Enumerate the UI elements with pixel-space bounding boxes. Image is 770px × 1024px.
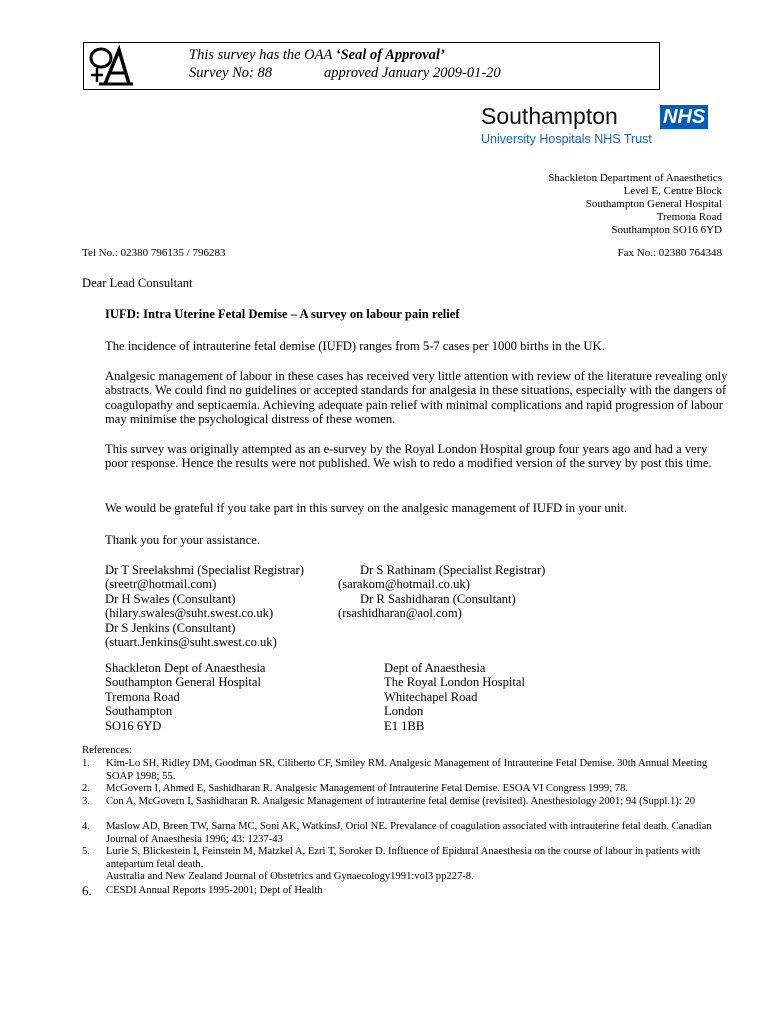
reference-text: Australia and New Zealand Journal of Obstetrics and Gynaecology1991:vol3 pp227-8. — [106, 871, 474, 882]
hospital-logo — [481, 103, 618, 130]
signatory-name: Dr S Rathinam (Specialist Registrar) — [360, 563, 546, 577]
address-line: Level E, Centre Block — [623, 185, 722, 197]
paragraph-incidence: The incidence of intrauterine fetal demise (IUFD) ranges from 5-7 cases per 1000 births in the UK. — [105, 339, 605, 353]
signatory-email: (sreetr@hotmail.com) — [105, 577, 217, 592]
address-line: Southampton General Hospital — [105, 675, 261, 690]
address-line: The Royal London Hospital — [384, 675, 525, 690]
paragraph-thanks: Thank you for your assistance. — [105, 533, 260, 547]
salutation: Dear Lead Consultant — [82, 276, 193, 290]
signatories-left — [105, 563, 304, 649]
signatory-email: (rsashidharan@aol.com) — [338, 606, 462, 621]
reference-text: Con A, McGovern I, Sashidharan R. Analgesic Management of intrauterine fetal demise (revisited). Anesthesiology 2001; 94 (Suppl.1): 20 — [106, 796, 696, 807]
address-line: Dept of Anaesthesia — [384, 661, 486, 675]
reference-number: 3. — [82, 796, 90, 807]
address-line: E1 1BB — [384, 718, 425, 733]
nhs-logo: NHS — [660, 105, 708, 129]
fax-number: Fax No.: 02380 764348 — [617, 247, 722, 259]
signatory-email: (hilary.swales@suht.swest.co.uk) — [105, 606, 274, 621]
reference-number: 4. — [82, 821, 90, 832]
reference-number: 1. — [82, 758, 90, 769]
address-line: Whitechapel Road — [384, 689, 478, 704]
address-line: Southampton SO16 6YD — [611, 224, 722, 236]
references — [82, 745, 732, 905]
reference-text: McGovern I, Ahmed E, Sashidharan R. Analgesic Management of Intrauterine Fetal Demise. ESOA VI Congress 1999; 78. — [106, 783, 629, 794]
reference-number: 5. — [82, 846, 90, 857]
logo-wordmark: Southampton — [481, 103, 618, 129]
survey-number: Survey No: 88 — [189, 65, 272, 81]
signatories-right — [338, 563, 545, 621]
address-line: Tremona Road — [105, 689, 180, 704]
southampton-address — [105, 661, 266, 733]
approval-date: approved January 2009-01-20 — [324, 65, 501, 81]
oaa-logo-icon — [85, 44, 135, 86]
telephone-number: Tel No.: 02380 796135 / 796283 — [82, 247, 226, 259]
reference-text: CESDI Annual Reports 1995-2001; Dept of Health — [106, 885, 323, 896]
london-address — [384, 661, 525, 733]
signatory-email: (stuart.Jenkins@suht.swest.co.uk) — [105, 635, 277, 650]
signatory-name: Dr T Sreelakshmi (Specialist Registrar) — [105, 563, 304, 577]
signatory-name: Dr H Swales (Consultant) — [105, 591, 236, 606]
address-line: SO16 6YD — [105, 718, 162, 733]
trust-name: University Hospitals NHS Trust — [481, 132, 652, 146]
signatory-email: (sarakom@hotmail.co.uk) — [338, 577, 470, 592]
paragraph-survey-history: This survey was originally attempted as an e-survey by the Royal London Hospital group four years ago and had a very poor response. Hence the results were not published. We wish to redo a modified version of the survey by post this time. — [105, 442, 712, 471]
reference-number: 6. — [82, 883, 92, 898]
address-line: London — [384, 704, 424, 719]
address-line: Southampton General Hospital — [585, 198, 722, 210]
address-line: Tremona Road — [656, 211, 722, 223]
address-line: Southampton — [105, 704, 173, 719]
reference-text: Kim-Lo SH, Ridley DM, Goodman SR, Ciliberto CF, Smiley RM. Analgesic Management of Intrauterine Fetal Demise. 30th Annual Meeting SOAP 1998; 55. — [106, 758, 708, 782]
signatory-name: Dr S Jenkins (Consultant) — [105, 620, 236, 635]
letter-subject: IUFD: Intra Uterine Fetal Demise – A survey on labour pain relief — [105, 307, 460, 321]
address-line: Shackleton Dept of Anaesthesia — [105, 661, 266, 675]
address-line: Shackleton Department of Anaesthetics — [548, 172, 722, 184]
reference-number: 2. — [82, 783, 90, 794]
seal-line-1: This survey has the OAA ‘Seal of Approval’ — [189, 47, 445, 63]
department-address — [548, 172, 722, 237]
paragraph-request: We would be grateful if you take part in this survey on the analgesic management of IUFD in your unit. — [105, 501, 628, 515]
paragraph-analgesic-management: Analgesic management of labour in these cases has received very little attention with review of the literature revealing only abstracts. We could find no guidelines or accepted standards for analgesia in these situations, especially with the dangers of coagulopathy and septicaemia. Achieving adequate pain relief with minimal complications and rapid progression of labour may minimise the psychological distress of these women. — [105, 369, 728, 427]
signatory-name: Dr R Sashidharan (Consultant) — [360, 591, 516, 606]
references-heading: References: — [82, 745, 132, 756]
reference-text: Maslow AD, Breen TW, Sarna MC, Soni AK, WatkinsJ, Oriol NE. Prevalance of coagulation associated with intrauterine fetal death. Canadian Journal of Anaesthesia 1996; 43: 1237-43 — [106, 821, 712, 845]
reference-text: Lurie S, Blickestein I, Feinstein M, Matzkel A, Ezri T, Soroker D. Influence of Epidural Anaesthesia on the course of labour in patients with antepartum fetal death. — [106, 846, 701, 870]
